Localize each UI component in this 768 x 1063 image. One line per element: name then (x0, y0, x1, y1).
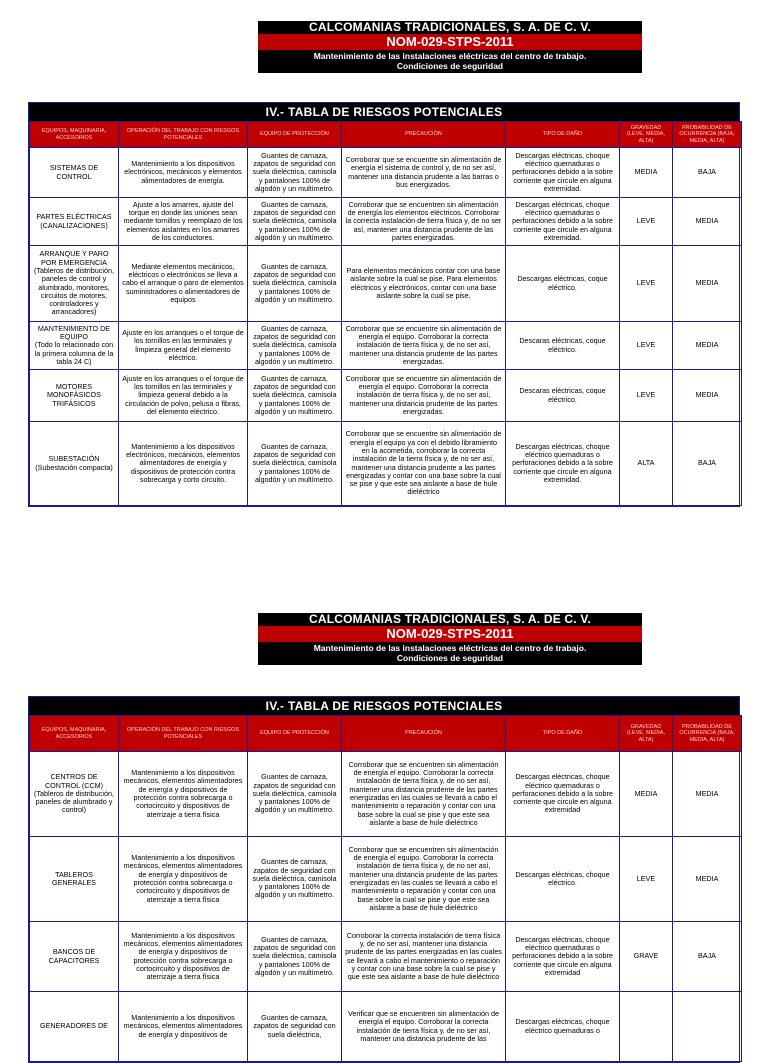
table-title: IV.- TABLA DE RIESGOS POTENCIALES (29, 697, 739, 715)
cell-proteccion: Guantes de carnaza, zapatos de seguridad con suela dieléctrica, camisola y pantalones 100% de algodón y un multímetro. (248, 198, 342, 246)
page-section-1 (0, 0, 768, 530)
cell-equipo (30, 246, 119, 322)
cell-proteccion: Guantes de carnaza, zapatos de seguridad con suela dieléctrica, camisola y pantalones 100% de algodón y un multímetro. (248, 922, 342, 992)
col-header-proteccion: EQUIPO DE PROTECCIÓN (248, 716, 342, 752)
equipo-note: (Subestación compacta) (35, 462, 113, 472)
cell-probabilidad (673, 992, 742, 1062)
subtitle-block (258, 50, 642, 73)
table-row (30, 246, 742, 322)
risk-table-grid (29, 715, 742, 1062)
cell-proteccion: Guantes de carnaza, zapatos de seguridad con suela dieléctrica, camisola y pantalones 100% de algodón y un multímetro. (248, 148, 342, 198)
equipo-name: SUBESTACIÓN (48, 454, 100, 464)
cell-operacion: Ajuste en los arranques o el torque de los tornillos en las terminales y limpieza general del elemento eléctrico. (119, 322, 248, 370)
equipo-name: CENTROS DE CONTROL (CCM) (44, 772, 104, 790)
col-header-operacion: OPERACIÓN DEL TRABAJO CON RIESGOS POTENCIALES (119, 122, 248, 148)
cell-gravedad: ALTA (620, 422, 673, 506)
document-header (258, 613, 642, 665)
cell-precaucion: Corroborar que se encuentre sin alimentación de energía el equipo. Corroborar la correcta instalación de tierra física y, de no ser así, mantener una distancia prudente de las partes energizadas. (342, 322, 506, 370)
cell-dano: Descargas eléctricas, choque eléctrico quemaduras o perforaciones debido a la sobre corriente que circule en alguna extremidad. (506, 148, 620, 198)
risk-table-2 (28, 696, 740, 1063)
page-section-2 (0, 595, 768, 1043)
cell-probabilidad: MEDIA (673, 246, 742, 322)
table-row (30, 752, 742, 837)
cell-gravedad: LEVE (620, 837, 673, 922)
cell-gravedad: LEVE (620, 246, 673, 322)
risk-table-1 (28, 102, 740, 507)
cell-operacion: Mantenimiento a los dispositivos mecánicos, elementos alimentadores de energía y dispositivos de protección contra sobrecarga o cortocircuito y dispositivos de aterrizaje a tierra física (119, 752, 248, 837)
subtitle-line-2: Condiciones de seguridad (396, 653, 504, 663)
cell-operacion: Mantenimiento a los dispositivos mecánicos, elementos alimentadores de energía y dispositivos de (119, 992, 248, 1062)
cell-operacion: Mantenimiento a los dispositivos mecánicos, elementos alimentadores de energía y dispositivos de protección contra sobrecarga o cortocircuito y dispositivos de aterrizaje a tierra física (119, 922, 248, 992)
cell-probabilidad: MEDIA (673, 198, 742, 246)
cell-equipo: GENERADORES DE (30, 992, 119, 1062)
col-header-equipos: EQUIPOS, MAQUINARIA, ACCESORIOS (30, 716, 119, 752)
cell-dano: Descargas eléctricas, choque eléctrico quemaduras o (506, 992, 620, 1062)
cell-dano: Descargas eléctricas, coque eléctrico. (506, 246, 620, 322)
cell-gravedad: MEDIA (620, 752, 673, 837)
cell-proteccion: Guantes de carnaza, zapatos de seguridad con suela dieléctrica, camisola y pantalones 100% de algodón y un multímetro. (248, 837, 342, 922)
equipo-note: (Todo lo relacionado con la primera columna de la tabla 24 C) (34, 340, 114, 366)
cell-equipo: PARTES ELÉCTRICAS (CANALIZACIONES) (30, 198, 119, 246)
col-header-precaucion: PRECAUCIÓN (342, 122, 506, 148)
cell-equipo: BANCOS DE CAPACITORES (30, 922, 119, 992)
norm-title: NOM-029-STPS-2011 (258, 626, 642, 642)
company-name: CALCOMANIAS TRADICIONALES, S. A. DE C. V. (258, 613, 642, 626)
table-row (30, 198, 742, 246)
subtitle-line-1: Mantenimiento de las instalaciones eléctricas del centro de trabajo. (313, 643, 587, 653)
subtitle-block (258, 642, 642, 665)
cell-operacion: Mantenimiento a los dispositivos electrónicos, mecánicos, elementos alimentadores de energía y dispositivos de protección contra sobrecarga y corto circuito. (119, 422, 248, 506)
cell-proteccion: Guantes de carnaza, zapatos de seguridad con suela dieléctrica, camisola y pantalones 100% de algodón y un multímetro. (248, 422, 342, 506)
cell-precaucion: Para elementos mecánicos contar con una base aislante sobre la cual se pise. Para elementos eléctricos y electrónicos, contar con una base aislante sobre la cual se pise. (342, 246, 506, 322)
cell-probabilidad: MEDIA (673, 837, 742, 922)
cell-proteccion: Guantes de carnaza, zapatos de seguridad con suela dieléctrica, camisola y pantalones 100% de algodón y un multímetro. (248, 322, 342, 370)
cell-probabilidad: BAJA (673, 422, 742, 506)
table-header-row (30, 716, 742, 752)
col-header-gravedad: GRAVEDAD (LEVE, MEDIA, ALTA) (620, 716, 673, 752)
cell-gravedad: LEVE (620, 322, 673, 370)
cell-probabilidad: BAJA (673, 148, 742, 198)
cell-equipo (30, 322, 119, 370)
cell-gravedad: LEVE (620, 370, 673, 422)
cell-operacion: Mantenimiento a los dispositivos electrónicos, mecánicos y elementos alimentadores de energía. (119, 148, 248, 198)
subtitle-line-2: Condiciones de seguridad (396, 61, 504, 71)
col-header-proteccion: EQUIPO DE PROTECCIÓN (248, 122, 342, 148)
col-header-dano: TIPO DE DAÑO (506, 122, 620, 148)
cell-equipo: SISTEMAS DE CONTROL (30, 148, 119, 198)
col-header-probabilidad: PROBABILIDAD DE OCURRENCIA (BAJA, MEDIA, ALTA) (673, 716, 742, 752)
equipo-name: MANTENIMIENTO DE EQUIPO (37, 323, 111, 342)
col-header-dano: TIPO DE DAÑO (506, 716, 620, 752)
table-row (30, 837, 742, 922)
risk-table-grid (29, 121, 742, 506)
cell-dano: Descargas eléctricas, choque eléctrico quemaduras o perforaciones debido a la sobre corriente que circule en alguna extremidad (506, 922, 620, 992)
cell-precaucion: Verificar que se encuentren sin alimentación de energía el equipo. Corroborar la correcta instalación de tierra física y, de no ser así, mantener una distancia prudente de las (342, 992, 506, 1062)
cell-precaucion: Corroborar que se encuentren sin alimentación de energía el equipo. Corroborar la correcta instalación de tierra física y, de no ser así, mantener una distancia prudente de las partes energizadas en las cuales se llevará a cabo el mantenimiento o reparación y contar con una base sobre la cual se pise y que este sea aislante a base de hule dieléctrico (342, 837, 506, 922)
table-title: IV.- TABLA DE RIESGOS POTENCIALES (29, 103, 739, 121)
cell-proteccion: Guantes de carnaza, zapatos de seguridad con suela dieléctrica, camisola y pantalones 100% de algodón y un multímetro. (248, 370, 342, 422)
col-header-equipos: EQUIPOS, MAQUINARIA, ACCESORIOS (30, 122, 119, 148)
cell-dano: Descargas eléctricas, choque eléctrico quemaduras o perforaciones debido a la sobre corriente que circule en alguna extremidad. (506, 198, 620, 246)
table-row (30, 922, 742, 992)
subtitle-line-1: Mantenimiento de las instalaciones eléctricas del centro de trabajo. (313, 51, 587, 61)
cell-operacion: Mantenimiento a los dispositivos mecánicos, elementos alimentadores de energía y dispositivos de protección contra sobrecarga o cortocircuito y dispositivos de aterrizaje a tierra física (119, 837, 248, 922)
cell-dano: Descaras eléctricas, coque eléctrico. (506, 322, 620, 370)
cell-precaucion: Corroborar la correcta instalación de tierra física y, de no ser así, mantener una distancia prudente de las partes energizadas en las cuales se llevará a cabo el mantenimiento o reparación y contar con una base sobre la cual se pise y que este sea aislante a base de hule dieléctrico (342, 922, 506, 992)
table-header-row (30, 122, 742, 148)
cell-operacion: Ajuste a los amarres, ajuste del torque en donde las uniones sean mediante tornillos y reemplazo de los elementos aislantes en los amarres de los conductores. (119, 198, 248, 246)
cell-gravedad: LEVE (620, 198, 673, 246)
cell-dano: Descargas eléctricas, choque eléctrico quemaduras o perforaciones debido a la sobre corriente que circule en alguna extremidad (506, 752, 620, 837)
cell-precaucion: Corroborar que se encuentre sin alimentación de energía el sistema de control y, de no ser así, mantener una distancia prudente a las barras o bus energizados. (342, 148, 506, 198)
cell-precaucion: Corroborar que se encuentren sin alimentación de energía el equipo. Corroborar la correcta instalación de tierra física y, de no ser así, mantener una distancia prudente de las partes energizadas en las cuales se llevará a cabo el mantenimiento o reparación y contar con una base sobre la cual se pise y que este sea aislante a base de hule dieléctrico (342, 752, 506, 837)
cell-proteccion: Guantes de carnaza, zapatos de seguridad con suela dieléctrica, camisola y pantalones 100% de algodón y un multímetro. (248, 246, 342, 322)
col-header-probabilidad: PROBABILIDAD DE OCURRENCIA (BAJA, MEDIA, ALTA) (673, 122, 742, 148)
col-header-operacion: OPERACIÓN DEL TRABAJO CON RIESGOS POTENCIALES (119, 716, 248, 752)
table-row (30, 370, 742, 422)
cell-precaucion: Corroborar que se encuentre sin alimentación de energía el equipo ya con el debido libramiento en la acometida, corroborar la correcta instalación de la tierra física y, de no ser así, mantener una distancia prudente a las partes energizadas y contar con una base sobre la cual se pise y que este sea aislante a base de hule dieléctrico (342, 422, 506, 506)
table-row (30, 148, 742, 198)
cell-equipo: TABLEROS GENERALES (30, 837, 119, 922)
cell-dano: Descargas eléctricas, choque eléctrico quemaduras o perforaciones debido a la sobre corriente que circule en alguna extremidad. (506, 422, 620, 506)
equipo-note: (Tableros de distribución, paneles de alumbrado y control) (34, 788, 114, 815)
table-row (30, 322, 742, 370)
table-row (30, 992, 742, 1062)
cell-probabilidad: MEDIA (673, 322, 742, 370)
cell-gravedad: MEDIA (620, 148, 673, 198)
cell-precaucion: Corroborar que se encuentre sin alimentación de energía el equipo. Corroborar la correcta instalación de tierra física y, de no ser así, mantener una distancia prudente de las partes energizadas. (342, 370, 506, 422)
cell-dano: Descargas eléctricas, choque eléctrico. (506, 837, 620, 922)
cell-proteccion: Guantes de carnaza, zapatos de seguridad con suela dieléctrica, camisola y pantalones 100% de algodón y un multímetro. (248, 752, 342, 837)
equipo-name: ARRANQUE Y PARO POR EMERGENCIA (39, 249, 109, 267)
cell-precaucion: Corroborar que se encuentren sin alimentación de energía los elementos eléctricos. Corroborar la correcta instalación de tierra física y, de no ser así, mantener una distancia prudente de las partes energizadas. (342, 198, 506, 246)
table-row (30, 422, 742, 506)
cell-proteccion: Guantes de carnaza, zapatos de seguridad con suela dieléctrica, (248, 992, 342, 1062)
cell-probabilidad: MEDIA (673, 752, 742, 837)
cell-operacion: Ajuste en los arranques o el torque de los tornillos en las terminales y limpieza general debido a la circulación de polvo, pelusa o fibras, del elemento eléctrico. (119, 370, 248, 422)
cell-operacion: Mediante elementos mecánicos, eléctricos o electrónicos se lleva a cabo el arranque o paro de elementos suministradores o alimentadores de equipos (119, 246, 248, 322)
cell-probabilidad: BAJA (673, 922, 742, 992)
cell-gravedad (620, 992, 673, 1062)
cell-gravedad: GRAVE (620, 922, 673, 992)
cell-equipo (30, 752, 119, 837)
cell-dano: Descaras eléctricas, coque eléctrico. (506, 370, 620, 422)
cell-probabilidad: MEDIA (673, 370, 742, 422)
cell-equipo: MOTORES MONOFÁSICOS TRIFÁSICOS (30, 370, 119, 422)
document-header (258, 21, 642, 73)
company-name: CALCOMANIAS TRADICIONALES, S. A. DE C. V. (258, 21, 642, 34)
cell-equipo (30, 422, 119, 506)
norm-title: NOM-029-STPS-2011 (258, 34, 642, 50)
equipo-note: (Tableros de distribución, paneles de control y alumbrado, monitores, circuitos de motores, controladores y arrancadores) (34, 265, 114, 317)
col-header-gravedad: GRAVEDAD (LEVE, MEDIA, ALTA) (620, 122, 673, 148)
col-header-precaucion: PRECAUCIÓN (342, 716, 506, 752)
